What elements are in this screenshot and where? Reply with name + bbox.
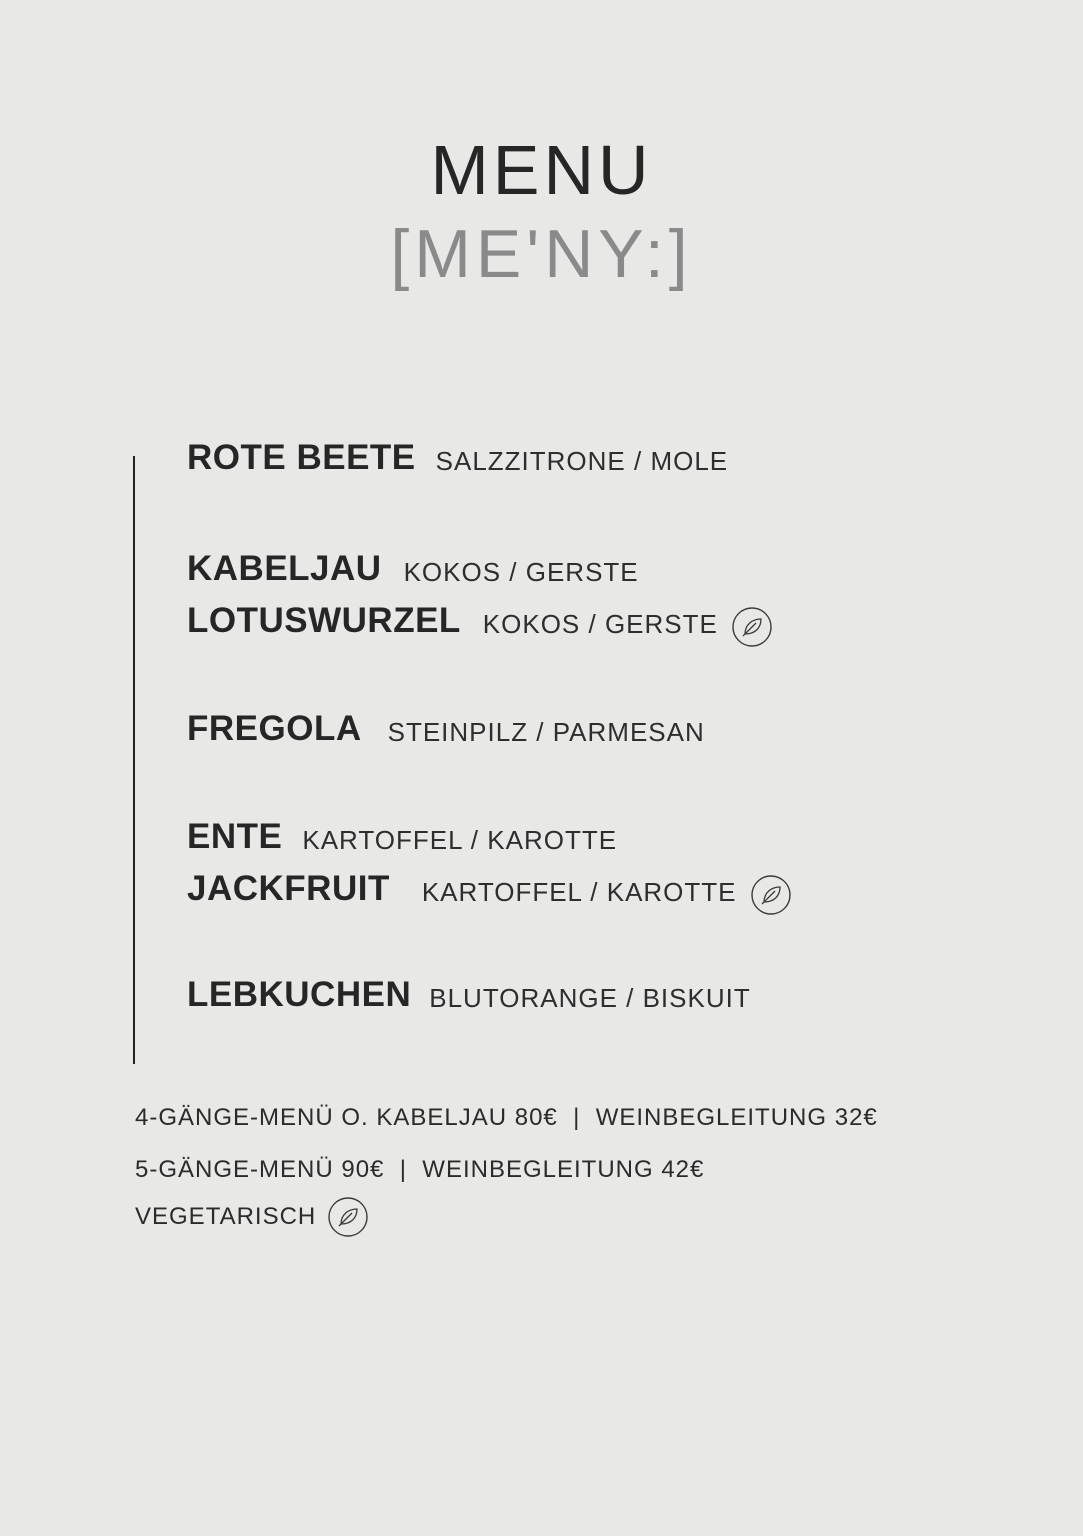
leaf-icon (732, 607, 772, 647)
course-description: KARTOFFEL / KAROTTE (302, 825, 618, 855)
course-description: KOKOS / GERSTE (482, 609, 718, 639)
course-description: BLUTORANGE / BISKUIT (429, 983, 751, 1013)
price-line-4-course: 4-GÄNGE-MENÜ O. KABELJAU 80€ | WEINBEGLEITUNG 32€ (135, 1104, 878, 1131)
course-kabeljau (187, 545, 639, 589)
course-name: JACKFRUIT (187, 869, 390, 908)
menu-title: MENU (430, 131, 653, 209)
course-name: LOTUSWURZEL (187, 601, 461, 640)
course-lotuswurzel (187, 597, 772, 641)
course-description: SALZZITRONE / MOLE (435, 446, 729, 476)
course-jackfruit (187, 865, 791, 909)
course-name: ROTE BEETE (187, 438, 416, 477)
price-line-5-course: 5-GÄNGE-MENÜ 90€ | WEINBEGLEITUNG 42€ (135, 1156, 705, 1183)
vertical-divider (133, 456, 135, 1064)
course-name: ENTE (187, 817, 283, 856)
leaf-icon (751, 875, 791, 915)
course-description: STEINPILZ / PARMESAN (387, 717, 705, 747)
course-description: KARTOFFEL / KAROTTE (421, 877, 737, 907)
course-rote-beete (187, 434, 728, 478)
vegetarian-label: VEGETARISCH (135, 1203, 317, 1230)
course-description: KOKOS / GERSTE (403, 557, 639, 587)
menu-phonetic: [ME'NY:] (390, 216, 693, 292)
course-name: FREGOLA (187, 709, 362, 748)
course-name: KABELJAU (187, 549, 382, 588)
course-fregola (187, 705, 705, 749)
course-lebkuchen (187, 971, 751, 1015)
leaf-icon (328, 1197, 368, 1237)
vegetarian-legend (135, 1197, 368, 1237)
course-name: LEBKUCHEN (187, 975, 412, 1014)
course-ente (187, 813, 617, 857)
